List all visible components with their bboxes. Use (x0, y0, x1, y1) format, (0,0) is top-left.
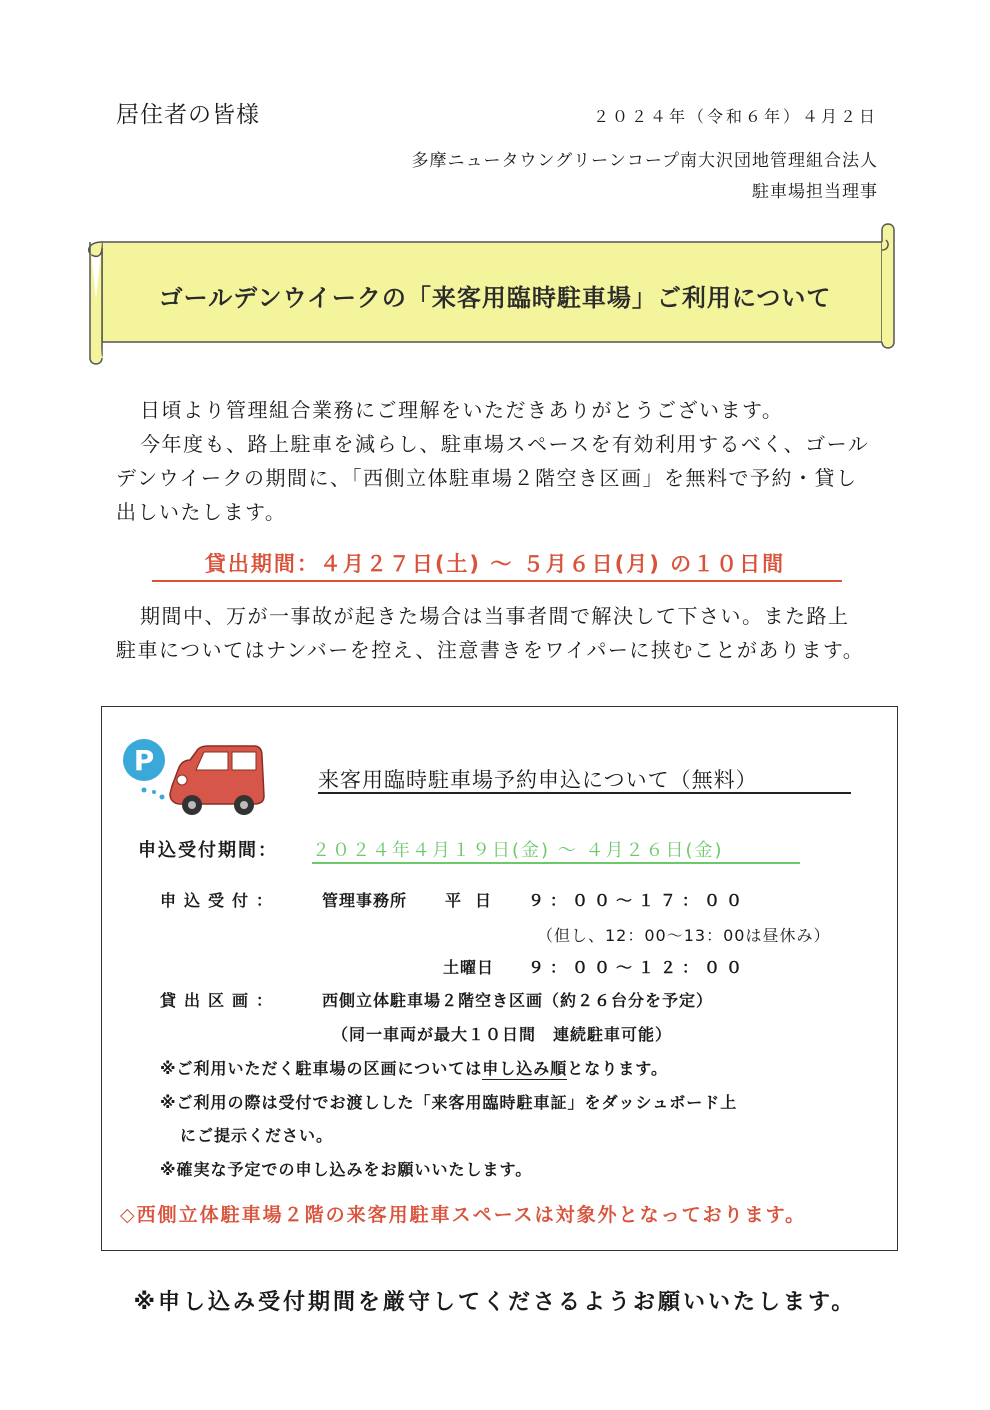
banner-title: ゴールデンウイークの「来客用臨時駐車場」ご利用について (158, 284, 832, 312)
reception-label: 申込受付： (160, 891, 281, 910)
lending-period-underline (152, 580, 842, 582)
paragraph-3: デンウイークの期間に、「西側立体駐車場２階空き区画」を無料で予約・貸し (116, 466, 858, 490)
paragraph-2: 今年度も、路上駐車を減らし、駐車場スペースを有効利用するべく、ゴール (140, 432, 870, 456)
lending-area-value: 西側立体駐車場２階空き区画（約２６台分を予定） (322, 991, 714, 1010)
paragraph-4: 出しいたします。 (116, 500, 287, 524)
application-period-label: 申込受付期間： (138, 840, 278, 861)
note-1-a: ※ご利用いただく駐車場の区画については (160, 1059, 483, 1078)
box-title-underline (318, 792, 851, 794)
weekday-lunch-note: （但し、12：00～13：00は昼休み） (537, 926, 831, 945)
paragraph-6: 駐車についてはナンバーを控え、注意書きをワイパーに挟むことがあります。 (116, 638, 865, 662)
paragraph-1: 日頃より管理組合業務にご理解をいただきありがとうございます。 (140, 398, 784, 422)
car-window-2 (232, 752, 256, 770)
saturday-hours: ９：００～１２：００ (528, 958, 749, 977)
parking-sign-letter: P (133, 744, 155, 777)
reception-office: 管理事務所 (322, 891, 408, 910)
water-drop-3 (160, 795, 165, 800)
paragraph-5: 期間中、万が一事故が起きた場合は当事者間で解決して下さい。また路上 (140, 604, 850, 628)
application-period-underline (312, 862, 800, 864)
date: ２０２４年（令和６年）４月２日 (592, 107, 878, 126)
note-1-c: となります。 (567, 1059, 668, 1078)
weekday-hours: ９：００～１７：００ (528, 891, 749, 910)
footer-notice: ※申し込み受付期間を厳守してくださるようお願いいたします。 (133, 1290, 857, 1315)
box-title: 来客用臨時駐車場予約申込について（無料） (318, 768, 758, 792)
lending-area-label: 貸出区画： (160, 991, 281, 1010)
note-1 (160, 1056, 668, 1080)
car-wheel-front-hub (188, 801, 196, 809)
lending-area-note: （同一車両が最大１０日間 連続駐車可能） (332, 1025, 673, 1044)
saturday-label: 土曜日 (443, 958, 495, 977)
role: 駐車場担当理事 (752, 182, 878, 202)
water-drop-2 (152, 790, 156, 794)
addressee: 居住者の皆様 (116, 102, 260, 128)
note-2-continued: にご提示ください。 (180, 1126, 334, 1145)
parking-car-icon (120, 730, 270, 825)
organization: 多摩ニュータウングリーンコープ南大沢団地管理組合法人 (411, 151, 878, 171)
water-drop-1 (142, 788, 147, 793)
application-period-value: ２０２４年４月１９日(金) ～ ４月２６日(金) (312, 840, 724, 861)
car-wheel-rear-hub (240, 801, 248, 809)
weekday-label: 平日 (445, 891, 506, 910)
note-2: ※ご利用の際は受付でお渡しした「来客用臨時駐車証」をダッシュボード上 (160, 1093, 738, 1112)
exclusion-warning: ◇西側立体駐車場２階の来客用駐車スペースは対象外となっております。 (120, 1204, 807, 1226)
note-3: ※確実な予定での申し込みをお願いいたします。 (160, 1160, 533, 1179)
car-headlight (177, 775, 187, 785)
lending-period: 貸出期間：４月２７日(土) ～ ５月６日(月) の１０日間 (204, 552, 786, 576)
note-1-emphasis: 申し込み順 (482, 1056, 567, 1080)
